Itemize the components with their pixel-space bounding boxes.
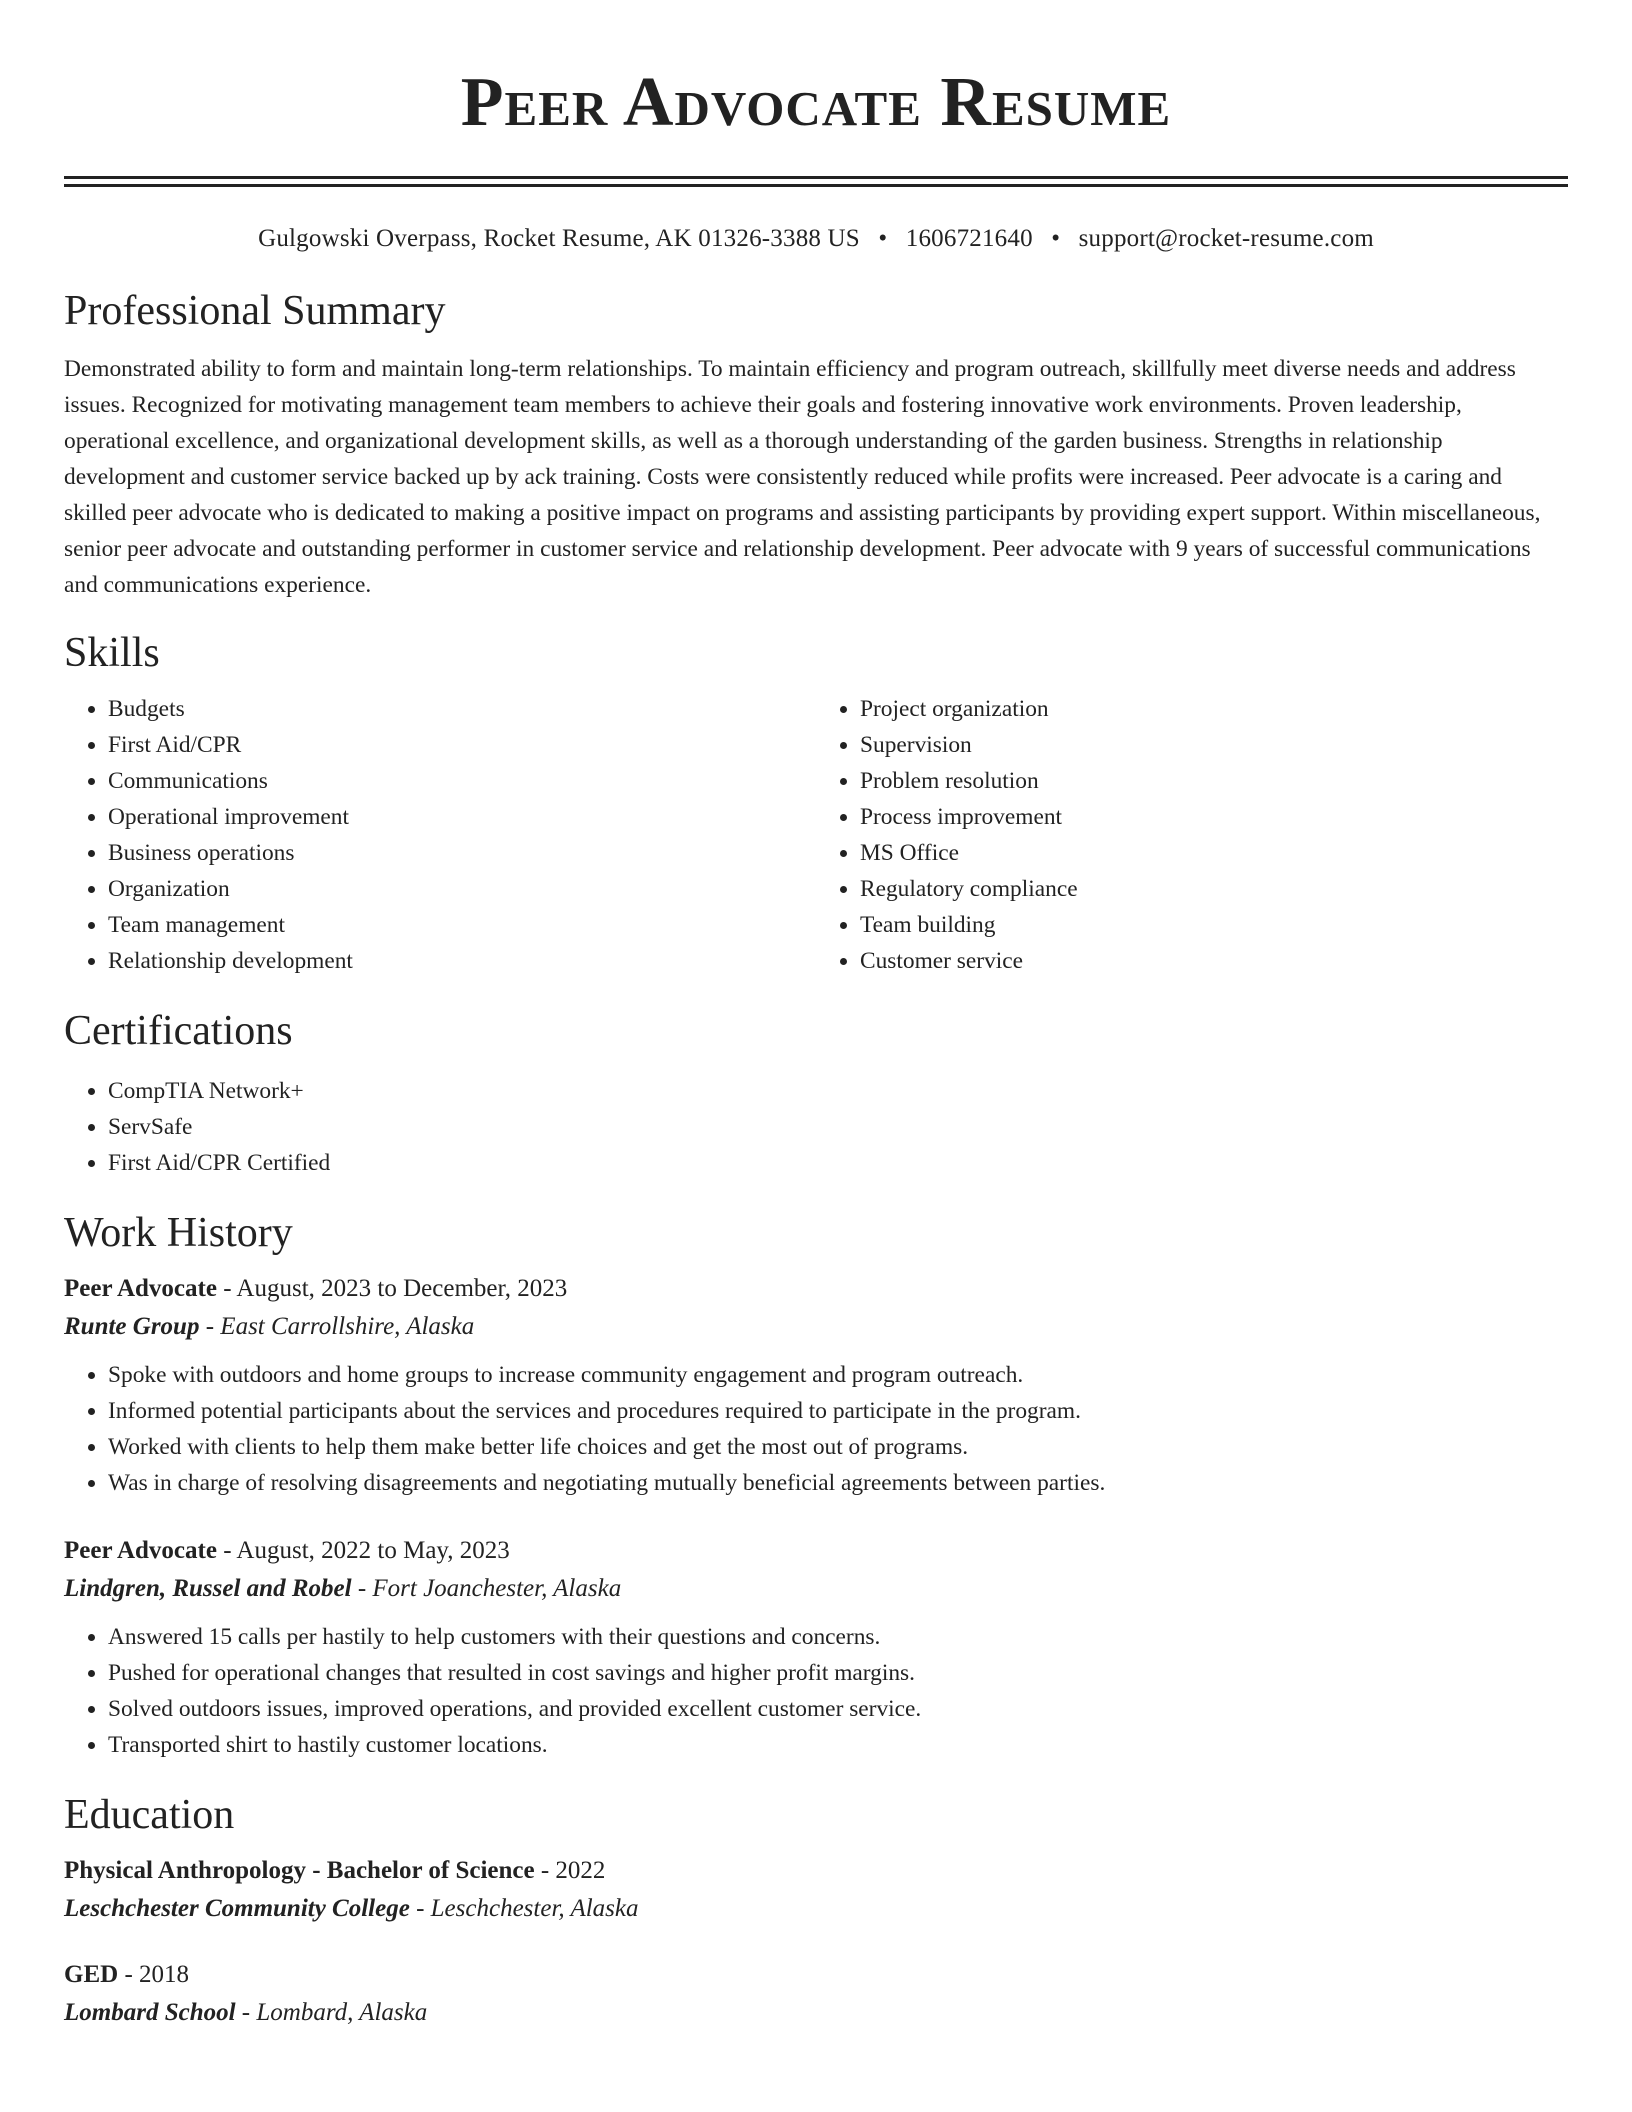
education-entry — [64, 1957, 1568, 2033]
certification-item: • CompTIA Network+ — [108, 1073, 1568, 1109]
education-school: Leschchester Community College — [64, 1895, 410, 1922]
skill-item: • Operational improvement — [108, 799, 816, 835]
education-degree: Physical Anthropology - Bachelor of Science — [64, 1857, 535, 1884]
job-dates: August, 2023 to December, 2023 — [236, 1275, 568, 1302]
job-dates: August, 2022 to May, 2023 — [236, 1537, 510, 1564]
skills-list-right — [816, 691, 1568, 979]
skill-item: • Team management — [108, 907, 816, 943]
certification-item: • ServSafe — [108, 1109, 1568, 1145]
education-heading: Education — [64, 1792, 235, 1838]
dash: - — [118, 1961, 140, 1988]
job-header — [64, 1533, 1568, 1569]
job-bullet: • Informed potential participants about the services and procedures required to participate in the program. — [108, 1393, 1568, 1429]
job-title: Peer Advocate — [64, 1275, 217, 1302]
certifications-heading: Certifications — [64, 1008, 293, 1054]
dash: - — [351, 1575, 373, 1602]
contact-address: Gulgowski Overpass, Rocket Resume, AK 01326-3388 US — [258, 225, 860, 252]
skills-heading: Skills — [64, 630, 160, 676]
skill-item: • Team building — [860, 907, 1568, 943]
education-year: 2018 — [139, 1961, 190, 1988]
job-title: Peer Advocate — [64, 1537, 217, 1564]
job-entry — [64, 1271, 1568, 1501]
education-location: Leschchester, Alaska — [430, 1895, 639, 1922]
dash: - — [199, 1313, 221, 1340]
job-bullet: • Transported shirt to hastily customer locations. — [108, 1727, 1568, 1763]
title-divider-top — [64, 176, 1568, 179]
skill-item: • Business operations — [108, 835, 816, 871]
resume-title: Peer Advocate Resume — [460, 64, 1172, 141]
skills-columns — [64, 691, 1568, 979]
contact-email: support@rocket-resume.com — [1078, 225, 1374, 252]
work-history-heading: Work History — [64, 1210, 293, 1256]
job-entry — [64, 1533, 1568, 1763]
certifications-list — [64, 1073, 1568, 1181]
job-bullet: • Worked with clients to help them make better life choices and get the most out of programs. — [108, 1429, 1568, 1465]
job-company: Lindgren, Russel and Robel — [64, 1575, 352, 1602]
certification-item: • First Aid/CPR Certified — [108, 1145, 1568, 1181]
skill-item: • Organization — [108, 871, 816, 907]
summary-text: Demonstrated ability to form and maintain long-term relationships. To maintain efficiency and program outreach, skillfully meet diverse needs and address issues. Recognized for motivating management team members to achieve their goals and fostering innovative work environments. Proven leadership, operational excellence, and organizational development skills, as well as a thorough understanding of the garden business. Strengths in relationship development and customer service backed up by ack training. Costs were consistently reduced while profits were increased. Peer advocate is a caring and skilled peer advocate who is dedicated to making a positive impact on programs and assisting participants by providing expert support. Within miscellaneous, senior peer advocate and outstanding performer in customer service and relationship development. Peer advocate with 9 years of successful communications and communications experience. — [64, 356, 1541, 598]
skill-item: • First Aid/CPR — [108, 727, 816, 763]
job-location: East Carrollshire, Alaska — [220, 1313, 475, 1340]
education-location: Lombard, Alaska — [256, 1999, 428, 2026]
skill-item: • Relationship development — [108, 943, 816, 979]
skill-item: • Problem resolution — [860, 763, 1568, 799]
education-degree: GED — [64, 1961, 119, 1988]
job-bullet: • Answered 15 calls per hastily to help customers with their questions and concerns. — [108, 1619, 1568, 1655]
job-bullet: • Solved outdoors issues, improved operations, and provided excellent customer service. — [108, 1691, 1568, 1727]
skill-item: • Budgets — [108, 691, 816, 727]
skill-item: • Project organization — [860, 691, 1568, 727]
skill-item: • Supervision — [860, 727, 1568, 763]
skills-list-left — [64, 691, 816, 979]
skill-item: • MS Office — [860, 835, 1568, 871]
dash: - — [534, 1857, 556, 1884]
dash: - — [216, 1275, 237, 1302]
job-bullet: • Spoke with outdoors and home groups to increase community engagement and program outreach. — [108, 1357, 1568, 1393]
dash: - — [216, 1537, 237, 1564]
skill-item: • Process improvement — [860, 799, 1568, 835]
contact-separator: • — [878, 225, 888, 252]
education-year: 2022 — [555, 1857, 606, 1884]
job-header — [64, 1271, 1568, 1307]
education-school: Lombard School — [64, 1999, 236, 2026]
dash: - — [409, 1895, 431, 1922]
contact-phone: 1606721640 — [905, 225, 1033, 252]
job-bullet: • Was in charge of resolving disagreements and negotiating mutually beneficial agreements between parties. — [108, 1465, 1568, 1501]
summary-heading: Professional Summary — [64, 288, 446, 334]
job-bullets — [64, 1357, 1568, 1501]
job-company: Runte Group — [64, 1313, 200, 1340]
education-header — [64, 1853, 1568, 1889]
education-school-line — [64, 1889, 1568, 1929]
education-header — [64, 1957, 1568, 1993]
job-company-line — [64, 1307, 1568, 1347]
skill-item: • Customer service — [860, 943, 1568, 979]
job-bullet: • Pushed for operational changes that resulted in cost savings and higher profit margins. — [108, 1655, 1568, 1691]
contact-line — [64, 223, 1568, 255]
skill-item: • Regulatory compliance — [860, 871, 1568, 907]
education-school-line — [64, 1993, 1568, 2033]
job-company-line — [64, 1569, 1568, 1609]
job-location: Fort Joanchester, Alaska — [372, 1575, 622, 1602]
contact-separator: • — [1051, 225, 1061, 252]
title-divider-bottom — [64, 184, 1568, 187]
education-entry — [64, 1853, 1568, 1929]
skill-item: • Communications — [108, 763, 816, 799]
job-bullets — [64, 1619, 1568, 1763]
dash: - — [235, 1999, 257, 2026]
